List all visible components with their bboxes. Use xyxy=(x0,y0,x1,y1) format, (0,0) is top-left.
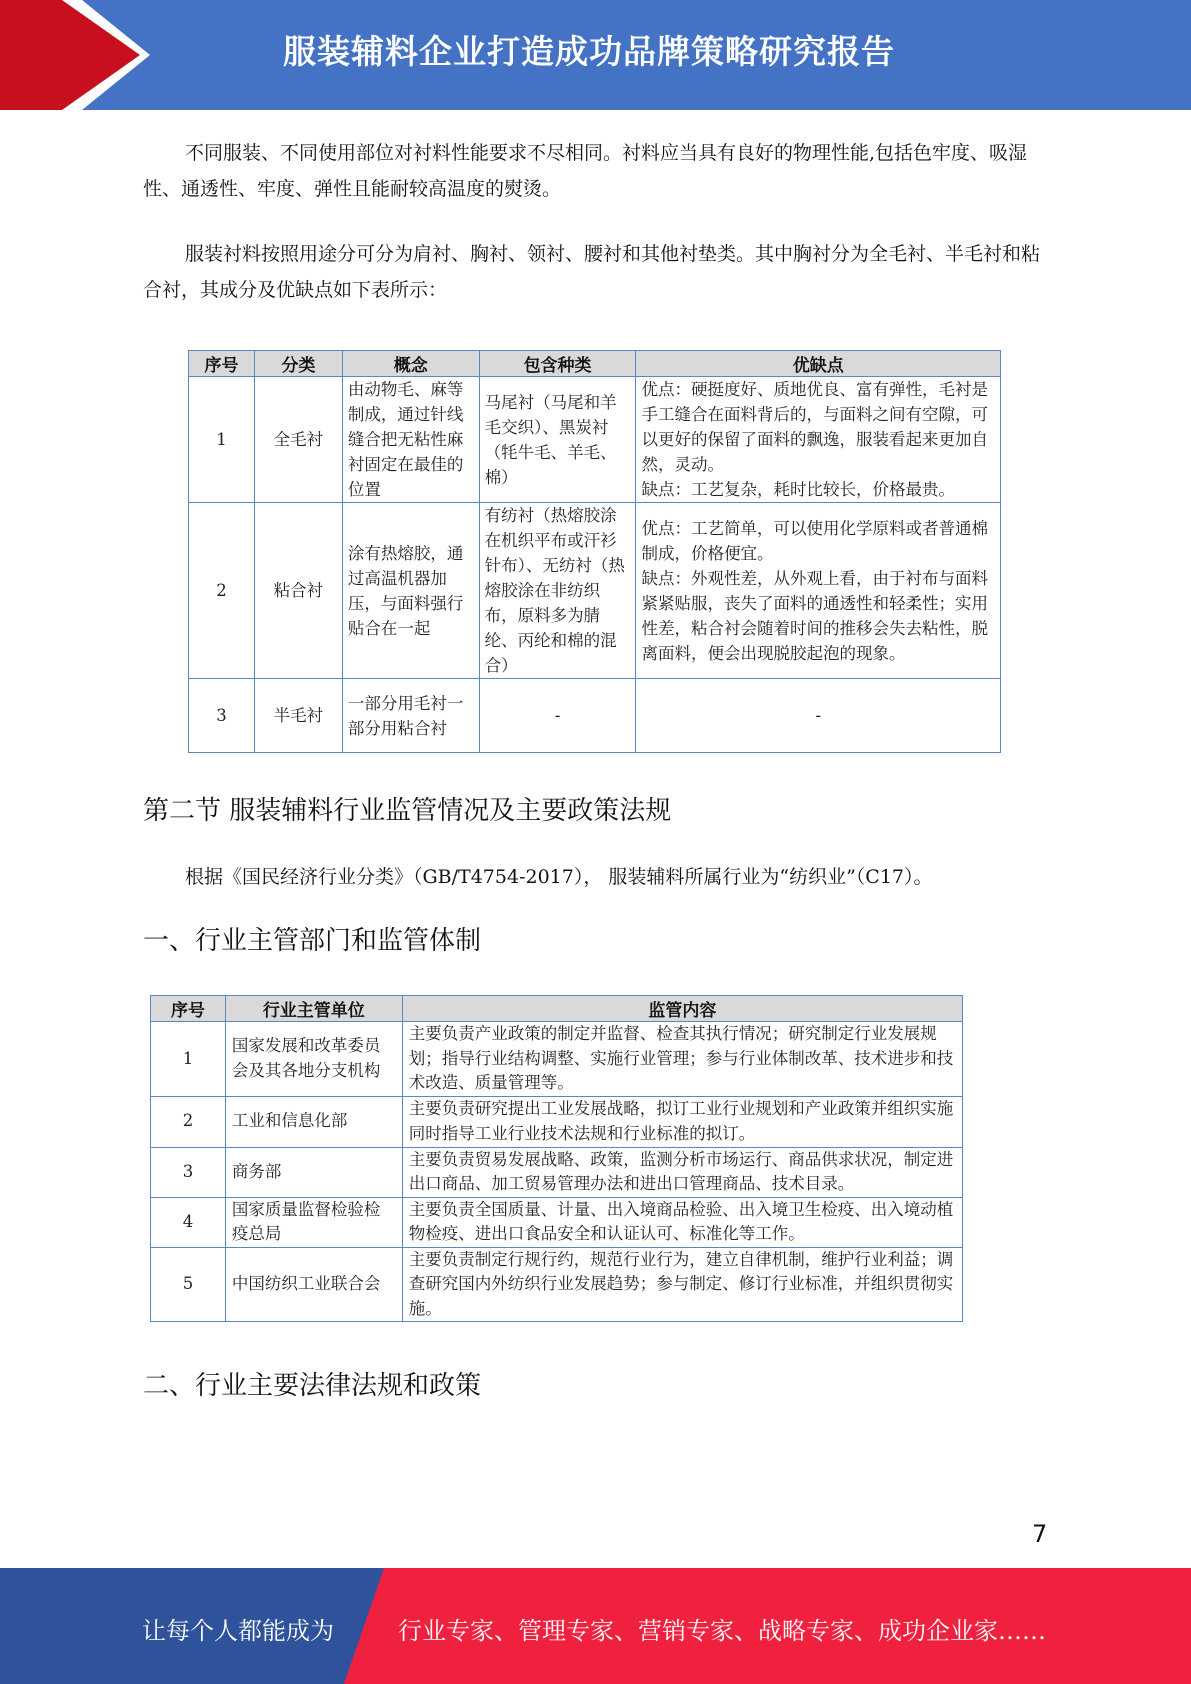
paragraph-2: 服装衬料按照用途分可分为肩衬、胸衬、领衬、腰衬和其他衬垫类。其中胸衬分为全毛衬、半毛衬和粘合衬，其成分及优缺点如下表所示： xyxy=(143,243,1041,301)
cell-no: 2 xyxy=(151,1096,226,1147)
cell-no: 3 xyxy=(151,1147,226,1197)
page-number: 7 xyxy=(1032,1520,1048,1548)
subsection-title-1: 一、行业主管部门和监管体制 xyxy=(143,926,482,956)
page-header xyxy=(0,0,1191,110)
section-title: 第二节 服装辅料行业监管情况及主要政策法规 xyxy=(143,796,672,826)
table-row xyxy=(151,1247,963,1322)
cell-types: 马尾衬（马尾和羊毛交织）、黑炭衬（牦牛毛、羊毛、棉） xyxy=(479,377,636,503)
cell-pros-cons xyxy=(636,377,1001,503)
cell-no: 1 xyxy=(151,1022,226,1097)
column-header-no: 序号 xyxy=(151,996,226,1022)
subsection-title-2: 二、行业主要法律法规和政策 xyxy=(143,1371,482,1401)
cell-dept: 国家质量监督检验检疫总局 xyxy=(225,1197,402,1247)
column-header-category: 分类 xyxy=(254,351,342,377)
cons-text: 缺点：工艺复杂，耗时比较长，价格最贵。 xyxy=(641,480,955,499)
cell-dept: 商务部 xyxy=(225,1147,402,1197)
pros-text: 优点：硬挺度好、质地优良、富有弹性，毛衬是手工缝合在面料背后的，与面料之间有空隙，可以更好的保留了面料的飘逸，服装看起来更加自然，灵动。 xyxy=(641,380,988,474)
cell-dept: 国家发展和改革委员会及其各地分支机构 xyxy=(225,1022,402,1097)
section-intro: 根据《国民经济行业分类》（GB/T4754-2017）， 服装辅料所属行业为“纺织业”（C17）。 xyxy=(185,866,933,888)
report-title: 服装辅料企业打造成功品牌策略研究报告 xyxy=(283,32,895,71)
cell-content: 主要负责贸易发展战略、政策，监测分析市场运行、商品供求状况，制定进出口商品、加工贸易管理办法和进出口管理商品、技术目录。 xyxy=(402,1147,962,1197)
cell-no: 4 xyxy=(151,1197,226,1247)
cell-content: 主要负责产业政策的制定并监督、检查其执行情况；研究制定行业发展规划；指导行业结构调整、实施行业管理；参与行业体制改革、技术进步和技术改造、质量管理等。 xyxy=(402,1022,962,1097)
column-header-no: 序号 xyxy=(189,351,255,377)
column-header-pros-cons: 优缺点 xyxy=(636,351,1001,377)
cell-concept: 涂有热熔胶，通过高温机器加压，与面料强行贴合在一起 xyxy=(342,503,479,679)
footer-slogan-left: 让每个人都能成为 xyxy=(142,1617,334,1645)
cell-pros-cons: - xyxy=(636,679,1001,753)
cell-concept: 由动物毛、麻等制成，通过针线缝合把无粘性麻衬固定在最佳的位置 xyxy=(342,377,479,503)
cell-no: 3 xyxy=(189,679,255,753)
cell-no: 2 xyxy=(189,503,255,679)
column-header-types: 包含种类 xyxy=(479,351,636,377)
column-header-concept: 概念 xyxy=(342,351,479,377)
cell-category: 粘合衬 xyxy=(254,503,342,679)
header-arrow-decoration xyxy=(0,0,160,110)
table-row xyxy=(189,679,1001,753)
cell-no: 5 xyxy=(151,1247,226,1322)
cell-content: 主要负责研究提出工业发展战略，拟订工业行业规划和产业政策并组织实施同时指导工业行业技术法规和行业标准的拟订。 xyxy=(402,1096,962,1147)
cell-types: 有纺衬（热熔胶涂在机织平布或汗衫针布）、无纺衬（热熔胶涂在非纺织布，原料多为腈纶、丙纶和棉的混合） xyxy=(479,503,636,679)
cell-content: 主要负责全国质量、计量、出入境商品检验、出入境卫生检疫、出入境动植物检疫、进出口食品安全和认证认可、标准化等工作。 xyxy=(402,1197,962,1247)
cell-category: 全毛衬 xyxy=(254,377,342,503)
column-header-dept: 行业主管单位 xyxy=(225,996,402,1022)
table-row xyxy=(151,1147,963,1197)
table-row xyxy=(151,1022,963,1097)
table-row xyxy=(189,503,1001,679)
regulators-table xyxy=(150,995,963,1322)
cell-types: - xyxy=(479,679,636,753)
paragraph-1: 不同服装、不同使用部位对衬料性能要求不尽相同。衬料应当具有良好的物理性能,包括色牢度、吸湿性、通透性、牢度、弹性且能耐较高温度的熨烫。 xyxy=(143,142,1028,200)
table-row xyxy=(151,1197,963,1247)
cell-category: 半毛衬 xyxy=(254,679,342,753)
page-footer xyxy=(0,1568,1191,1684)
column-header-content: 监管内容 xyxy=(402,996,962,1022)
cons-text: 缺点：外观性差，从外观上看，由于衬布与面料紧紧贴服，丧失了面料的通透性和轻柔性；实用性差，粘合衬会随着时间的推移会失去粘性，脱离面料，便会出现脱胶起泡的现象。 xyxy=(641,568,988,663)
cell-pros-cons xyxy=(636,503,1001,679)
pros-text: 优点：工艺简单，可以使用化学原料或者普通棉制成，价格便宜。 xyxy=(641,518,988,563)
cell-dept: 工业和信息化部 xyxy=(225,1096,402,1147)
cell-dept: 中国纺织工业联合会 xyxy=(225,1247,402,1322)
cell-content: 主要负责制定行规行约，规范行业行为，建立自律机制，维护行业利益；调查研究国内外纺织行业发展趋势；参与制定、修订行业标准，并组织贯彻实施。 xyxy=(402,1247,962,1322)
table-row xyxy=(151,1096,963,1147)
table-row xyxy=(189,377,1001,503)
cell-no: 1 xyxy=(189,377,255,503)
cell-concept: 一部分用毛衬一部分用粘合衬 xyxy=(342,679,479,753)
footer-slogan-right: 行业专家、管理专家、营销专家、战略专家、成功企业家…… xyxy=(398,1617,1046,1645)
interlining-table xyxy=(188,350,1001,753)
